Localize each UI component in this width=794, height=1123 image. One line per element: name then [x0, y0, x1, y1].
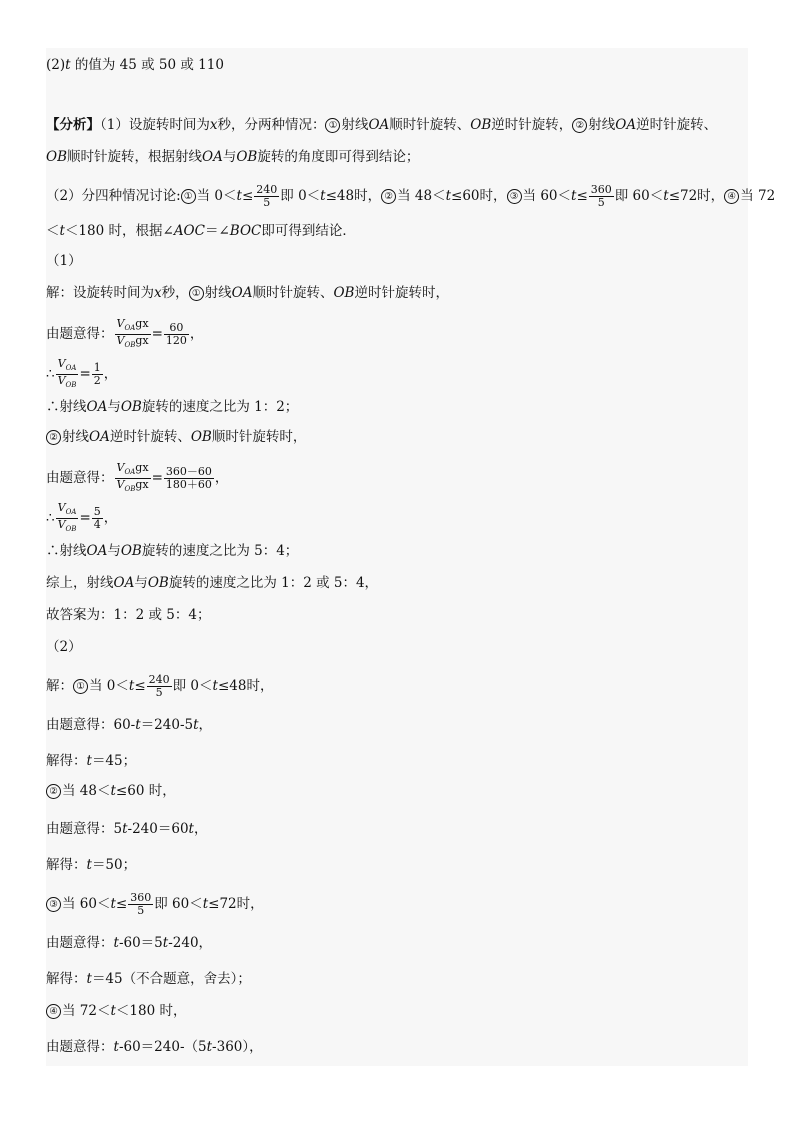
solution-1-equation-2: 由题意得： $\frac{V_{OA}gx}{V_{OB}gx}$ = $\frac{360-60}{180+60}$ ，: [46, 461, 229, 493]
fraction-300-240: $\frac{360-60}{180+60}$: [165, 465, 212, 491]
velocity-ratio-fraction: $\frac{V_{OA}gx}{V_{OB}gx}$: [116, 317, 149, 349]
fraction-1-2: $\frac{1}{2}$: [93, 361, 101, 387]
solution-2-case-4: ④ 当 72＜t＜180 时，: [46, 1002, 186, 1020]
fraction-360-5: $\frac{360}{5}$: [590, 183, 612, 209]
solution-1-result-2: ∴ $\frac{V_{OA}}{V_{OB}}$ = $\frac{5}{4}$ ，: [46, 501, 118, 533]
solution-1-heading: （1）: [46, 253, 82, 269]
analysis-line-3: （2）分四种情况讨论: ① 当 0＜t≤ $\frac{240}{5}$ 即 0＜t≤48时， ② 当 48＜t≤60时， ③ 当 60＜t≤ $\frac{360}{5}$ 即 60＜t≤72时， ④ 当 72: [46, 183, 776, 209]
solution-2-case-3: ③ 当 60＜t≤ $\frac{360}{5}$ 即 60＜t≤72时，: [46, 892, 264, 917]
solution-1-summary: 综上，射线OA与OB旋转的速度之比为 1：2 或 5：4，: [46, 575, 379, 591]
solution-2-equation-2: 由题意得：5t-240＝60t，: [46, 821, 208, 837]
fraction-240-5: $\frac{240}{5}$: [256, 183, 278, 209]
solution-2-equation-4: 由题意得：t-60＝240-（5t-360），: [46, 1039, 263, 1055]
analysis-line-2: OB顺时针旋转，根据射线OA与OB旋转的角度即可得到结论；: [46, 149, 420, 165]
solution-1-final-answer: 故答案为：1：2 或 5：4；: [46, 607, 211, 623]
solution-1-line-2: ② 射线OA逆时针旋转、OB顺时针旋转时，: [46, 428, 306, 446]
analysis-line-1: 【分析】（1）设旋转时间为x秒，分两种情况： ① 射线OA顺时针旋转、OB逆时针旋转， ② 射线OA逆时针旋转、: [46, 117, 718, 133]
document-page: [46, 48, 776, 1066]
velocity-ratio-fraction: $\frac{V_{OA}}{V_{OB}}$: [57, 357, 77, 389]
velocity-ratio-fraction: $\frac{V_{OA}}{V_{OB}}$: [57, 501, 77, 533]
fraction-360-5: $\frac{360}{5}$: [130, 891, 152, 917]
solution-1-ratio-2: ∴射线OA与OB旋转的速度之比为 5：4；: [46, 543, 299, 559]
analysis-line-4: ＜t＜180 时，根据∠AOC＝∠BOC即可得到结论．: [46, 223, 356, 239]
solution-2-result-2: 解得：t＝50；: [46, 857, 137, 873]
solution-1-line-1: 解：设旋转时间为x秒， ① 射线OA顺时针旋转、OB逆时针旋转时，: [46, 285, 449, 301]
velocity-ratio-fraction: $\frac{V_{OA}gx}{V_{OB}gx}$: [116, 461, 149, 493]
solution-2-heading: （2）: [46, 639, 82, 655]
solution-1-result-1: ∴ $\frac{V_{OA}}{V_{OB}}$ = $\frac{1}{2}$ ，: [46, 357, 118, 389]
solution-2-result-3: 解得：t＝45（不合题意，舍去）；: [46, 971, 251, 987]
fraction-60-120: $\frac{60}{120}$: [165, 321, 187, 347]
fraction-5-4: $\frac{5}{4}$: [93, 505, 101, 531]
solution-1-equation-1: 由题意得： $\frac{V_{OA}gx}{V_{OB}gx}$ = $\frac{60}{120}$ ，: [46, 317, 204, 349]
solution-2-result-1: 解得：t＝45；: [46, 753, 137, 769]
solution-2-case-1: 解： ① 当 0＜t≤ $\frac{240}{5}$ 即 0＜t≤48时，: [46, 673, 274, 699]
solution-2-case-2: ② 当 48＜t≤60 时，: [46, 782, 176, 800]
solution-2-equation-3: 由题意得：t-60＝5t-240，: [46, 935, 213, 951]
solution-2-equation-1: 由题意得：60-t＝240-5t，: [46, 717, 213, 733]
fraction-240-5: $\frac{240}{5}$: [148, 673, 170, 699]
answer-line: (2)t 的值为 45 或 50 或 110: [46, 57, 224, 73]
solution-1-ratio-1: ∴射线OA与OB旋转的速度之比为 1：2；: [46, 399, 299, 415]
